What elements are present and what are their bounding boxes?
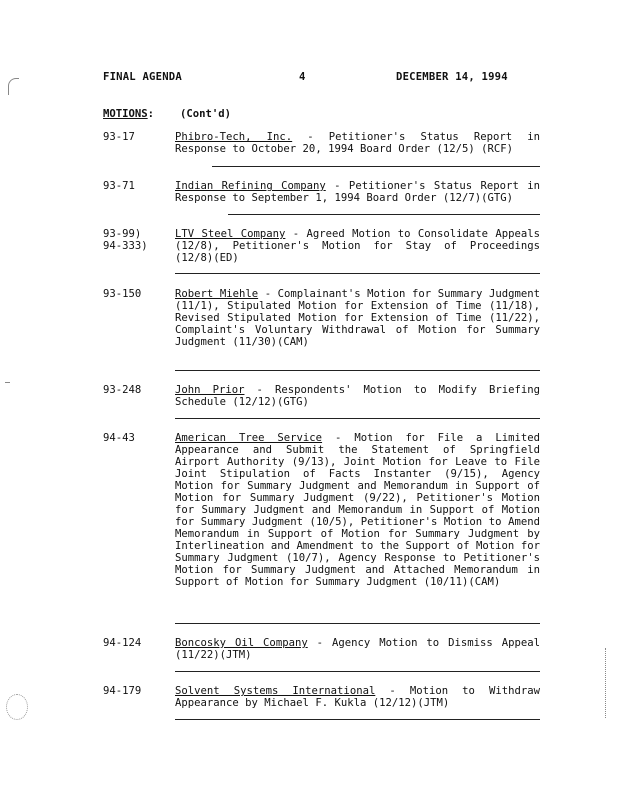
entry-text: - Respondents' Motion to Modify Briefing Schedule (12/12)(GTG) — [175, 384, 541, 408]
signature-rule — [175, 719, 540, 720]
party-name: Solvent Systems International — [175, 685, 376, 697]
docket-number: 94-43 — [103, 432, 135, 444]
signature-rule — [175, 370, 540, 371]
section-heading — [103, 108, 154, 120]
docket-number: 93-17 — [103, 131, 135, 143]
agenda-title: FINAL AGENDA — [103, 71, 182, 83]
party-name: American Tree Service — [175, 432, 323, 444]
party-name: Indian Refining Company — [175, 180, 326, 192]
docket-number: 93-99) 94-333) — [103, 228, 148, 252]
entry-body — [175, 180, 540, 204]
entry-body — [175, 432, 540, 588]
docket-number: 93-71 — [103, 180, 135, 192]
signature-rule — [175, 671, 540, 672]
section-continued: (Cont'd) — [180, 108, 232, 120]
scan-mark — [8, 78, 19, 95]
scan-mark — [5, 382, 10, 383]
party-name: LTV Steel Company — [175, 228, 286, 240]
docket-number: 94-179 — [103, 685, 142, 697]
section-heading-label: MOTIONS — [103, 108, 148, 120]
entry-body — [175, 228, 540, 264]
agenda-date: DECEMBER 14, 1994 — [396, 71, 508, 83]
entry-body — [175, 384, 540, 408]
page-number: 4 — [299, 71, 306, 83]
entry-text: - Agency Motion to Dismiss Appeal (11/22)(JTM) — [175, 637, 541, 661]
entry-body — [175, 288, 540, 348]
entry-text: - Motion for File a Limited Appearance and Submit the Statement of Springfield Airport Authority (9/13), Joint Motion for Leave to File Joint Stipulation of Facts Instanter (9/15), Agency Motion for Summary Judgment and Memorandum in Support of Motion for Summary Judgment (9/22), Petitioner's Motion for Summary Judgment and Memorandum in Support of Motion for Summary Judgment (10/5), Petitioner's Motion to Amend Memorandum in Support of Motion for Summary Judgment by Interlineation and Amendment to the Support of Motion for Summary Judgment (10/7), Agency Response to Petitioner's Motion for Summary Judgment and Attached Memorandum in Support of Motion for Summary Judgment (10/11)(CAM) — [175, 432, 540, 588]
entry-text: - Agreed Motion to Consolidate Appeals (12/8), Petitioner's Motion for Stay of Proceedings (12/8)(ED) — [175, 228, 540, 264]
docket-number: 94-124 — [103, 637, 142, 649]
signature-rule — [175, 418, 540, 419]
entry-text: - Complainant's Motion for Summary Judgment (11/1), Stipulated Motion for Extension of Time (11/18), Revised Stipulated Motion for Extension of Time (11/22), Complaint's Voluntary Withdrawal of Motion for Summary Judgment (11/30)(CAM) — [175, 288, 540, 348]
docket-number: 93-248 — [103, 384, 142, 396]
entry-body — [175, 637, 540, 661]
signature-rule — [175, 273, 540, 274]
section-heading-colon: : — [147, 108, 155, 120]
signature-rule — [228, 214, 540, 215]
docket-number: 93-150 — [103, 288, 142, 300]
entry-text: - Petitioner's Status Report in Response to September 1, 1994 Board Order (12/7)(GTG) — [175, 180, 540, 204]
entry-text: - Petitioner's Status Report in Response to October 20, 1994 Board Order (12/5) (RCF) — [175, 131, 540, 155]
entry-text: - Motion to Withdraw Appearance by Michael F. Kukla (12/12)(JTM) — [175, 685, 540, 709]
scan-mark — [6, 694, 28, 720]
scan-mark — [605, 648, 607, 718]
signature-rule — [175, 623, 540, 624]
entry-body — [175, 685, 540, 709]
entry-body — [175, 131, 540, 155]
party-name: John Prior — [175, 384, 245, 396]
party-name: Boncosky Oil Company — [175, 637, 308, 649]
party-name: Phibro-Tech, Inc. — [175, 131, 293, 143]
signature-rule — [212, 166, 540, 167]
party-name: Robert Miehle — [175, 288, 259, 300]
